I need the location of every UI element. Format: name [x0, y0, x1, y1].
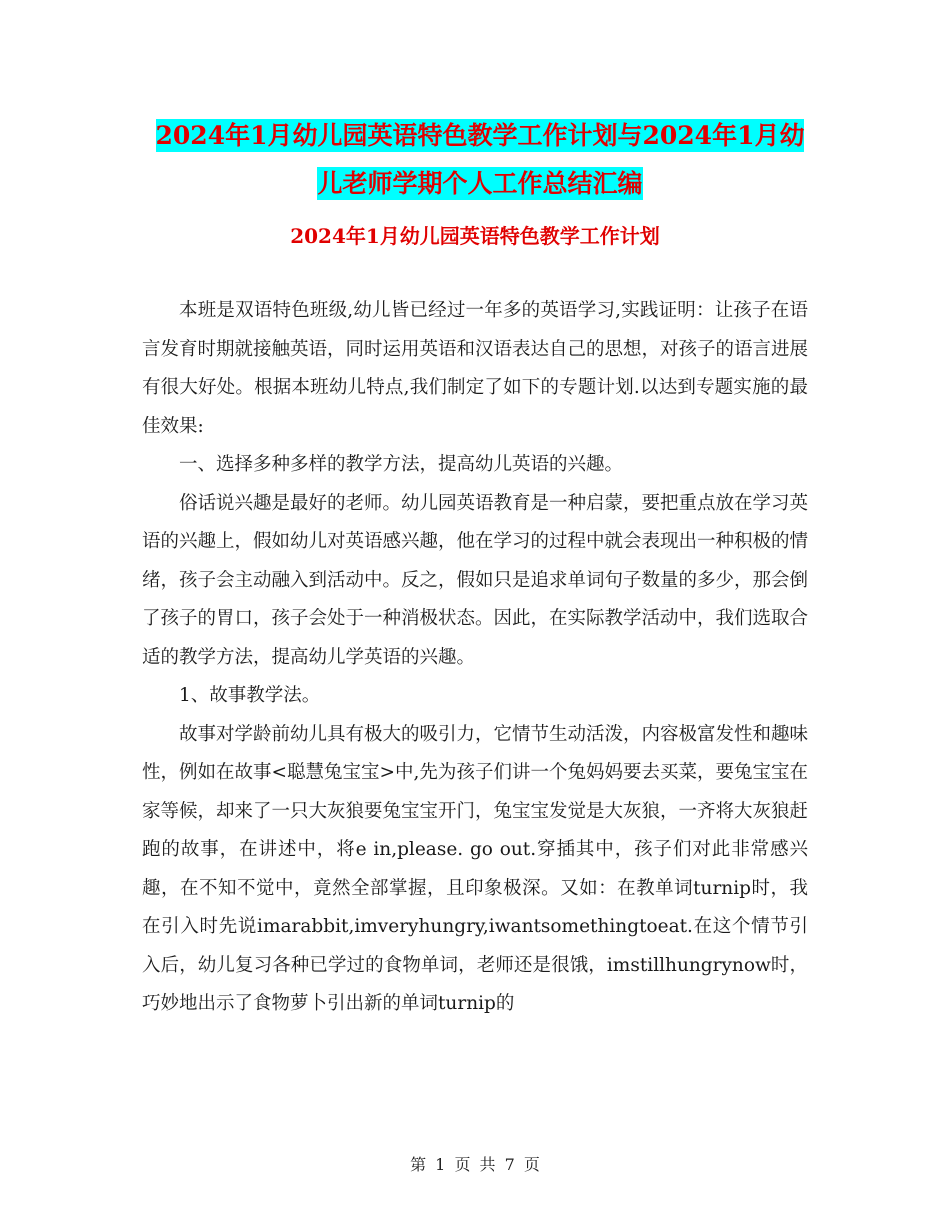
paragraph-heading-methods: 一、选择多种多样的教学方法，提高幼儿英语的兴趣。	[179, 454, 624, 475]
paragraph-interest: 俗话说兴趣是最好的老师。幼儿园英语教育是一种启蒙，要把重点放在学习英语的兴趣上，假如幼儿对英语感兴趣，他在学习的过程中就会表现出一种积极的情绪，孩子会主动融入到活动中。反之，假如只是追求单词句子数量的多少，那会倒了孩子的胃口，孩子会处于一种消极状态。因此，在实际教学活动中，我们选取合适的教学方法，提高幼儿学英语的兴趣。	[142, 492, 809, 668]
section-title: 2024年1月幼儿园英语特色教学工作计划	[290, 224, 660, 248]
paragraph-story-method: 故事对学龄前幼儿具有极大的吸引力，它情节生动活泼，内容极富发性和趣味性，例如在故事<聪慧兔宝宝>中,先为孩子们讲一个兔妈妈要去买菜，要兔宝宝在家等候，却来了一只大灰狼要兔宝宝开门，兔宝宝发觉是大灰狼，一齐将大灰狼赶跑的故事，在讲述中，将e in,please. go out.穿插其中，孩子们对此非常感兴趣，在不知不觉中，竟然全部掌握，且印象极深。又如：在教单词turnip时，我在引入时先说imarabbit,imveryhungry,iwantsomethingtoeat.在这个情节引入后，幼儿复习各种已学过的食物单词，老师还是很饿，imstillhungrynow时，巧妙地出示了食物萝卜引出新的单词turnip的	[142, 723, 809, 1014]
paragraph-intro: 本班是双语特色班级,幼儿皆已经过一年多的英语学习,实践证明：让孩子在语言发育时期就接触英语，同时运用英语和汉语表达自己的思想，对孩子的语言进展有很大好处。根据本班幼儿特点,我们制定了如下的专题计划.以达到专题实施的最佳效果:	[142, 300, 809, 437]
document-body	[142, 292, 808, 1024]
document-title-text: 2024年1月幼儿园英语特色教学工作计划与2024年1月幼儿老师学期个人工作总结汇编	[155, 121, 805, 198]
paragraph-heading-story: 1、故事教学法。	[179, 685, 321, 706]
page-number-footer: 第 1 页 共 7 页	[410, 1155, 540, 1174]
document-title	[150, 112, 810, 208]
